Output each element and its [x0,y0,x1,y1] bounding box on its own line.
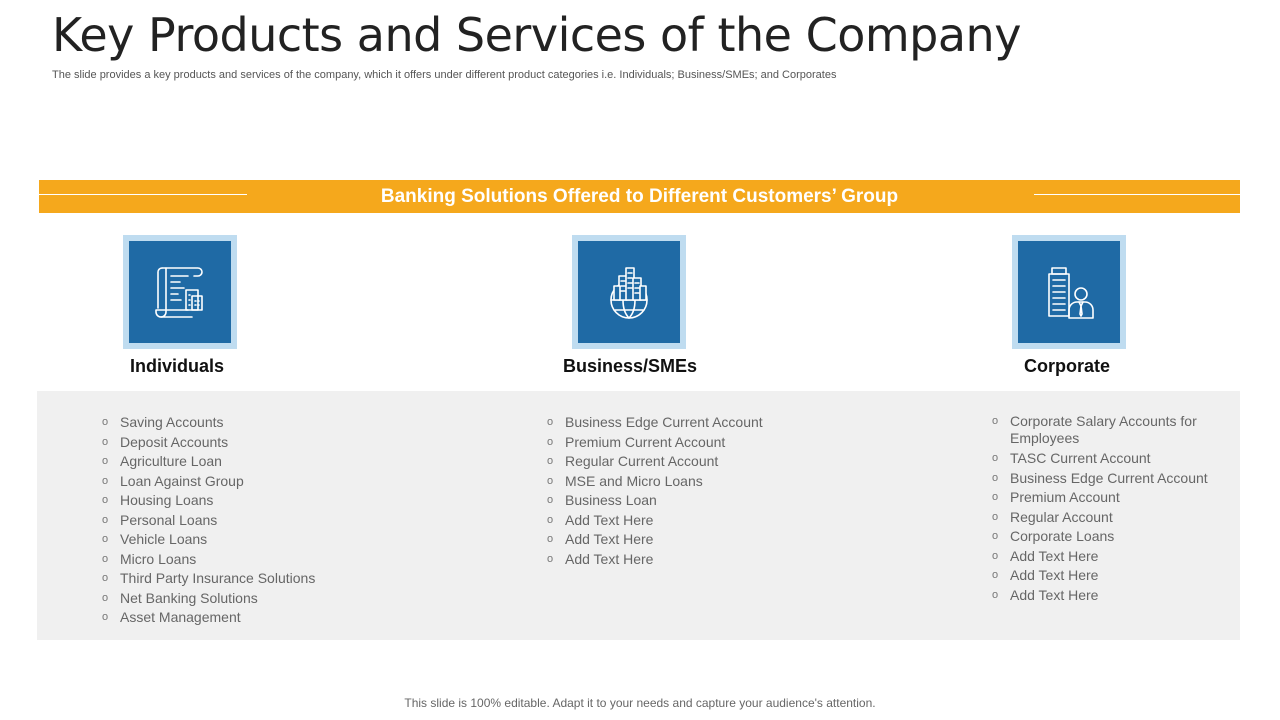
business-list [547,413,847,569]
list-item: o Asset Management [102,608,402,628]
list-item: o Saving Accounts [102,413,402,433]
list-item: o Premium Account [992,488,1228,508]
banner [39,180,1240,213]
list-item: o Add Text Here [547,511,847,531]
city-globe-icon [578,241,680,343]
list-item: o Add Text Here [992,586,1228,606]
banner-line-left [39,194,247,195]
list-item: o Add Text Here [992,547,1228,567]
list-item: o Business Loan [547,491,847,511]
list-item: o Deposit Accounts [102,433,402,453]
corporate-icon-box [1012,235,1126,349]
building-businessman-icon [1018,241,1120,343]
list-item: o Agriculture Loan [102,452,402,472]
list-item: o Regular Account [992,508,1228,528]
group-label-business: Business/SMEs [562,356,698,376]
footer-note: This slide is 100% editable. Adapt it to your needs and capture your audience's attention. [404,696,876,710]
scroll-document-icon [129,241,231,343]
list-item: o Premium Current Account [547,433,847,453]
list-item: o Business Edge Current Account [547,413,847,433]
banner-line-right [1034,194,1240,195]
business-icon-box [572,235,686,349]
list-item: o Net Banking Solutions [102,589,402,609]
group-label-individuals: Individuals [129,356,225,376]
list-item: o Add Text Here [992,566,1228,586]
list-item: o Loan Against Group [102,472,402,492]
individuals-icon-box [123,235,237,349]
list-item: o Housing Loans [102,491,402,511]
list-item: o Business Edge Current Account [992,469,1228,489]
list-item: o Add Text Here [547,530,847,550]
list-item: o Corporate Salary Accounts for Employees [992,413,1228,447]
list-item: o Third Party Insurance Solutions [102,569,402,589]
slide-title: Key Products and Services of the Company [52,8,1021,62]
slide-subtitle: The slide provides a key products and services of the company, which it offers under different product categories i.e. Individuals; Business/SMEs; and Corporates [52,69,837,81]
list-item: o Regular Current Account [547,452,847,472]
list-item: o Add Text Here [547,550,847,570]
list-item: o Vehicle Loans [102,530,402,550]
list-item: o Personal Loans [102,511,402,531]
group-label-corporate: Corporate [1023,356,1110,376]
list-item: o MSE and Micro Loans [547,472,847,492]
banner-title: Banking Solutions Offered to Different Customers’ Group [380,185,899,207]
list-item: o Corporate Loans [992,527,1228,547]
corporate-list [992,413,1228,605]
individuals-list [102,413,402,628]
list-item: o TASC Current Account [992,449,1228,469]
list-item: o Micro Loans [102,550,402,570]
